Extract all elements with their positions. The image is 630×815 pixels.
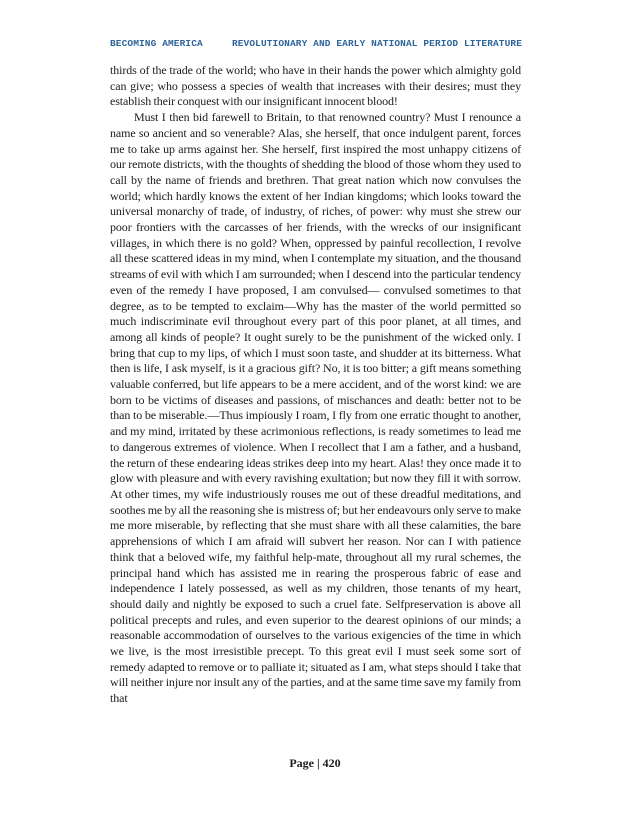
paragraph-main: Must I then bid farewell to Britain, to that renowned country? Must I renounce a name so ancient and so venerable? Alas, she herself, that once indulgent parent, forces me to take up arms against her. She herself, first inspired the most unhappy citizens of our remote districts, with the thoughts of shedding the blood of those whom they used to call by the name of friends and brethren. That great nation which now convulses the world; which hardly knows the extent of her Indian kingdoms; which looks toward the universal monarchy of trade, of industry, of riches, of power: why must she strew our poor frontiers with the carcasses of her friends, with the wrecks of our insignificant villages, in which there is no gold? When, oppressed by painful recollection, I revolve all these scattered ideas in my mind, when I contemplate my situation, and the thousand streams of evil with which I am surrounded; when I descend into the particular tendency even of the remedy I have proposed, I am convulsed— convulsed sometimes to that degree, as to be tempted to exclaim—Why has the master of the world permitted so much indiscriminate evil throughout every part of this poor planet, at all times, and among all kinds of people? It ought surely to be the punishment of the wicked only. I bring that cup to my lips, of which I must soon taste, and shudder at its bitterness. What then is life, I ask myself, is it a gracious gift? No, it is too bitter; a gift means something valuable conferred, but life appears to be a mere accident, and of the worst kind: we are born to be victims of diseases and passions, of mischances and death: better not to be than to be miserable.—Thus impiously I roam, I fly from one erratic thought to another, and my mind, irritated by these acrimonious reflections, is ready sometimes to lead me to dangerous extremes of violence. When I recollect that I am a father, and a husband, the return of these endearing ideas strikes deep into my heart. Alas! they once made it to glow with pleasure and with every ravishing exultation; but now they fill it with sorrow. At other times, my wife industriously rouses me out of these dreadful meditations, and soothes me by all the reasoning she is mistress of; but her endeavours only serve to make me more miserable, by reflecting that she must share with all these calamities, the bare apprehensions of which I am afraid will subvert her reason. Nor can I with patience think that a beloved wife, my faithful help-mate, throughout all my rural schemes, the principal hand which has assisted me in rearing the prosperous fabric of ease and independence I lately possessed, as well as my children, those tenants of my heart, should daily and nightly be exposed to such a cruel fate. Selfpreservation is above all political precepts and rules, and even superior to the dearest opinions of our minds; a reasonable accommodation of ourselves to the various exigencies of the time in which we live, is the most irresistible precept. To this great evil I must seek some sort of remedy adapted to remove or to palliate it; situated as I am, what steps should I take that will neither injure nor insult any of the parties, and at the same time save my family from that (110, 110, 521, 706)
page-body (110, 63, 521, 755)
page-number-label: Page | 420 (289, 756, 341, 770)
running-header (110, 38, 522, 49)
paragraph-continuation: thirds of the trade of the world; who have in their hands the power which almighty gold can give; who possess a species of wealth that increases with their desires; must they establish their conquest with our insignificant innocent blood! (110, 63, 521, 109)
running-header-book-title: BECOMING AMERICA (110, 38, 203, 49)
running-header-section-title: REVOLUTIONARY AND EARLY NATIONAL PERIOD LITERATURE (231, 38, 522, 49)
page-footer (0, 756, 630, 771)
